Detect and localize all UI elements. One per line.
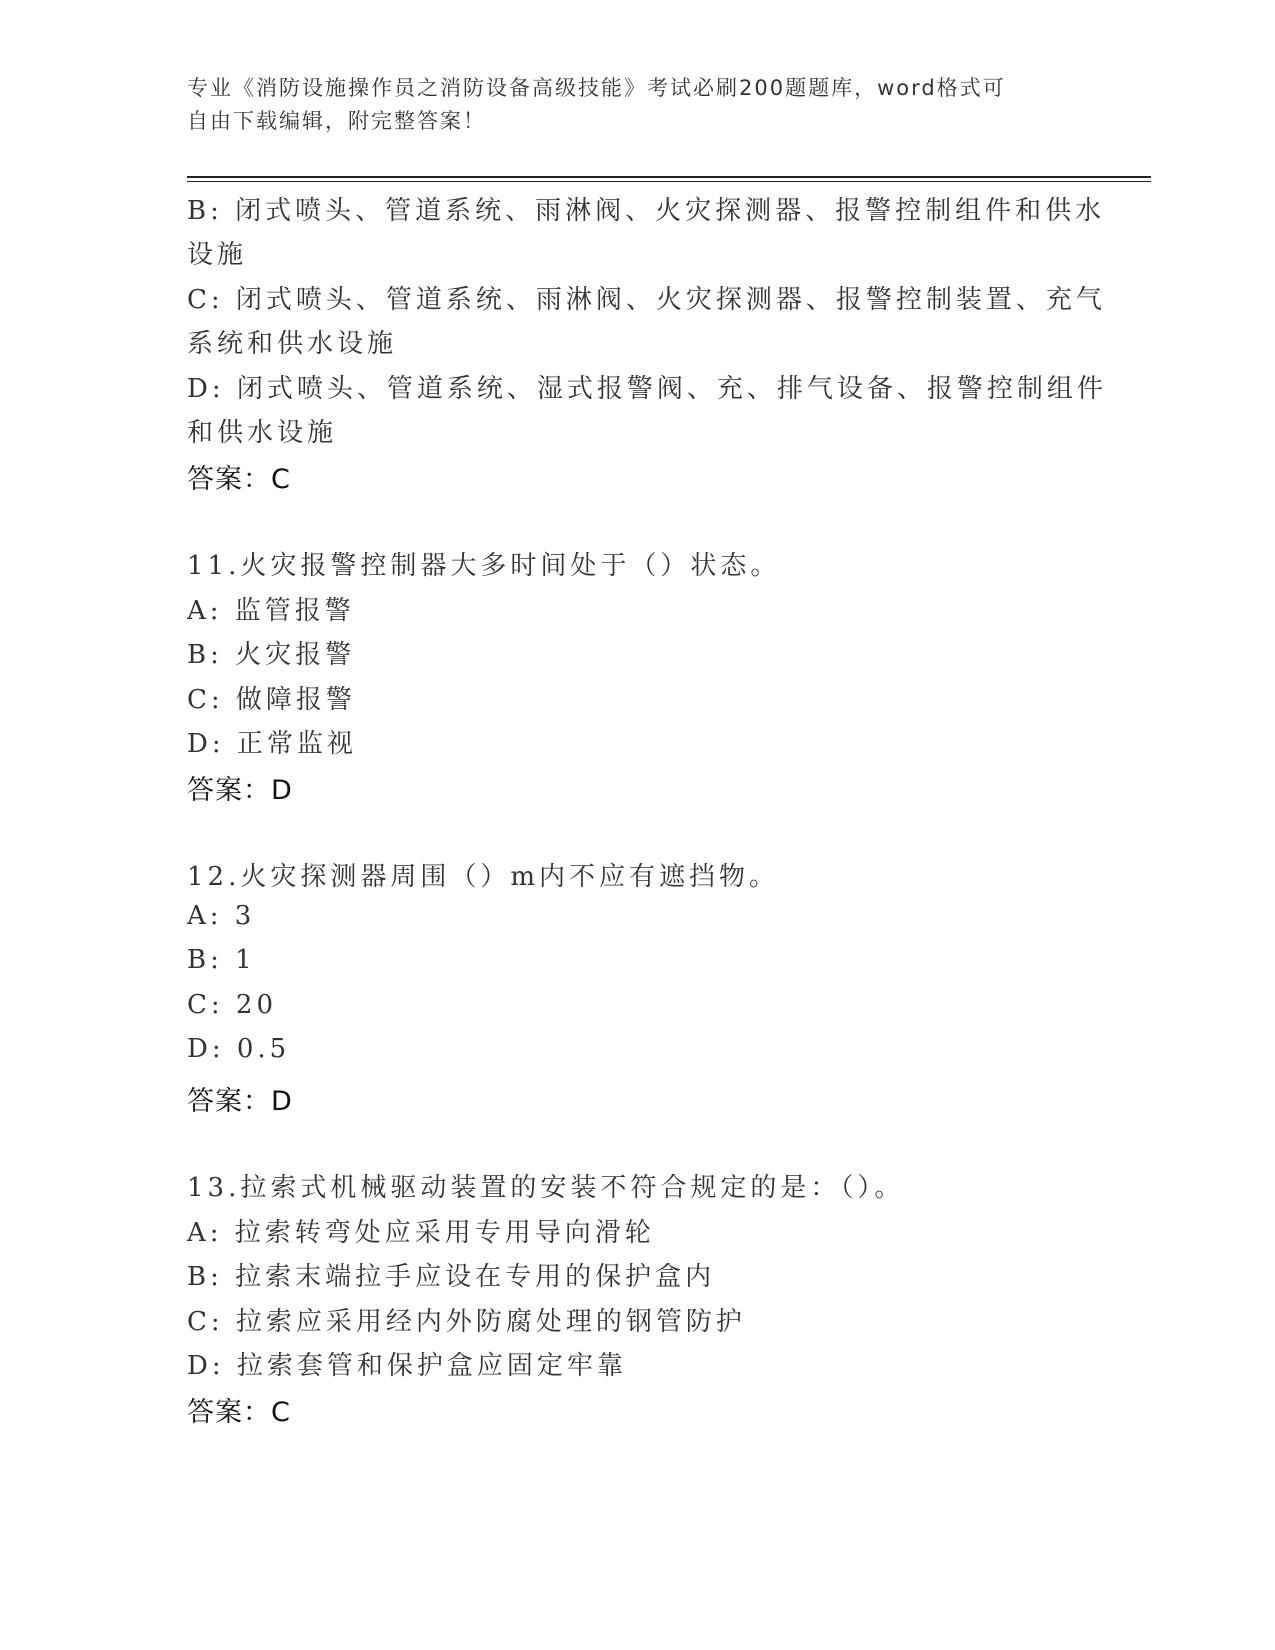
option-d-line-2: 和供水设施: [187, 418, 338, 448]
answer: 答案：D: [187, 775, 293, 806]
option-a: A: 3: [187, 901, 256, 931]
option-a: A: 拉索转弯处应采用专用导向滑轮: [187, 1218, 655, 1248]
option-c-line-2: 系统和供水设施: [187, 329, 398, 359]
option-b: B: 火灾报警: [187, 640, 356, 670]
option-b-line-1: B: 闭式喷头、管道系统、雨淋阀、火灾探测器、报警控制组件和供水: [187, 196, 1106, 226]
answer: 答案：D: [187, 1086, 293, 1117]
option-b-line-2: 设施: [187, 240, 248, 270]
option-c-line-1: C: 闭式喷头、管道系统、雨淋阀、火灾探测器、报警控制装置、充气: [187, 285, 1106, 315]
answer: 答案：C: [187, 464, 291, 495]
option-a: A: 监管报警: [187, 596, 355, 626]
option-c: C: 拉索应采用经内外防腐处理的钢管防护: [187, 1307, 746, 1337]
option-d: D: 拉索套管和保护盒应固定牢靠: [187, 1351, 627, 1381]
header-divider-thin: [187, 181, 1151, 182]
option-d-line-1: D: 闭式喷头、管道系统、湿式报警阀、充、排气设备、报警控制组件: [187, 374, 1107, 404]
header-line-1: 专业《消防设施操作员之消防设备高级技能》考试必刷200题题库，word格式可: [187, 76, 1006, 100]
option-c: C: 做障报警: [187, 685, 356, 715]
question-stem: 11.火灾报警控制器大多时间处于（）状态。: [187, 551, 781, 581]
option-b: B: 拉索末端拉手应设在专用的保护盒内: [187, 1262, 716, 1292]
header-divider-thick: [187, 176, 1151, 178]
header-line-2: 自由下载编辑，附完整答案！: [187, 109, 486, 133]
question-stem: 13.拉索式机械驱动装置的安装不符合规定的是：（）。: [187, 1173, 905, 1203]
answer: 答案：C: [187, 1397, 291, 1428]
question-stem: 12.火灾探测器周围（）m内不应有遮挡物。: [187, 862, 780, 892]
option-b: B: 1: [187, 945, 256, 975]
option-d: D: 正常监视: [187, 729, 357, 759]
option-d: D: 0.5: [187, 1034, 291, 1064]
document-header: [187, 72, 1067, 138]
option-c: C: 20: [187, 990, 278, 1020]
